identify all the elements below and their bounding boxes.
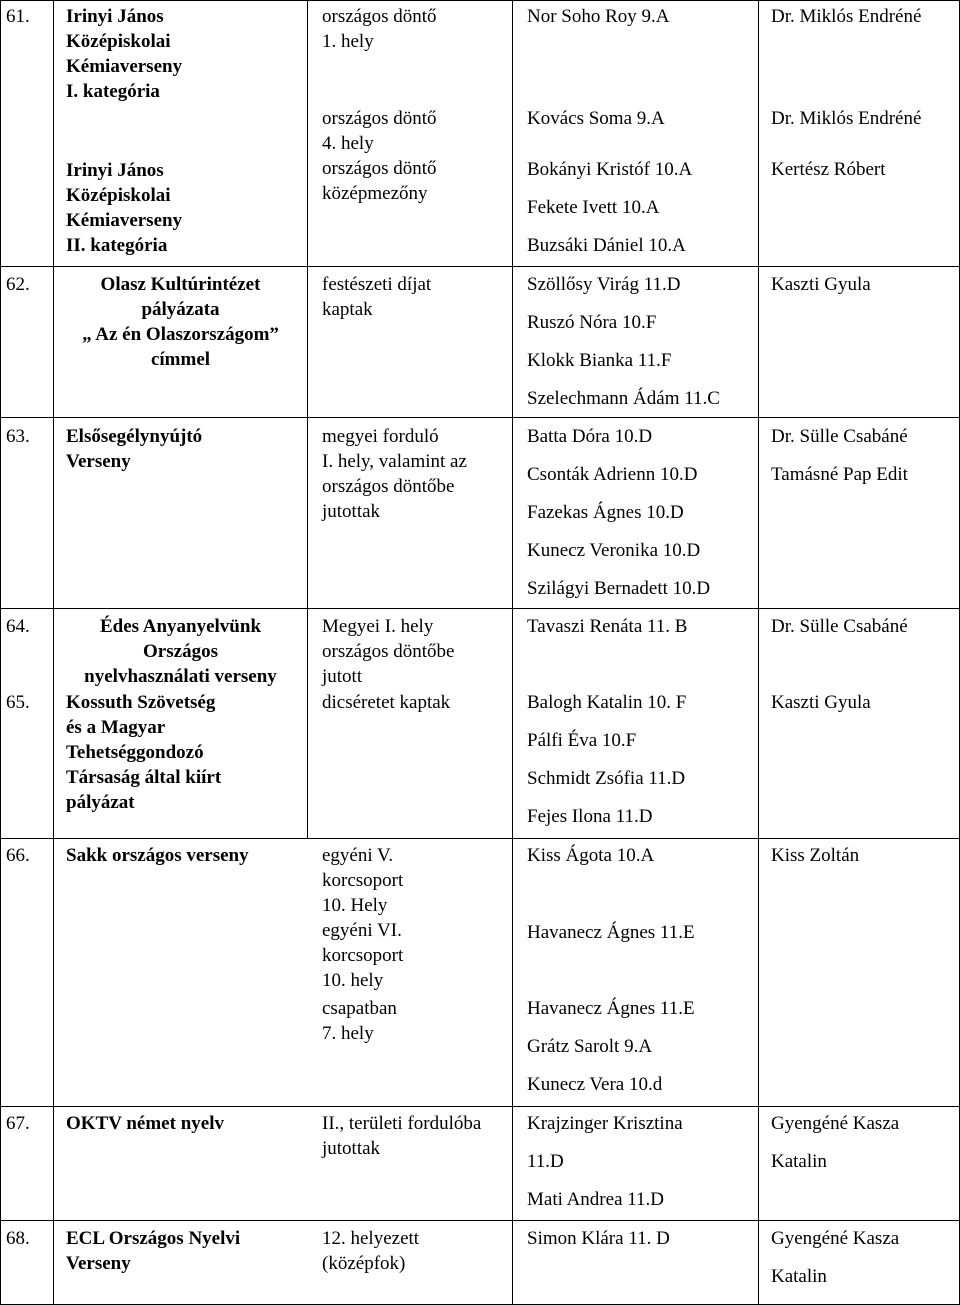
student: Szelechmann Ádám 11.C [527, 388, 720, 409]
row-number: 61. [6, 6, 30, 27]
student: Szöllősy Virág 11.D [527, 274, 681, 295]
student: Ruszó Nóra 10.F [527, 312, 657, 333]
teacher: Dr. Miklós Endréné [771, 108, 922, 129]
rule [758, 0, 759, 1305]
teacher: Kiss Zoltán [771, 845, 860, 866]
row-number: 66. [6, 845, 30, 866]
competition-name: és a Magyar [66, 717, 166, 738]
competition-name: Édes Anyanyelvünk [99, 616, 262, 637]
competition-name: Tehetséggondozó [66, 742, 204, 763]
competition-name: OKTV német nyelv [66, 1113, 224, 1134]
competition-name: Társaság által kiírt [66, 767, 222, 788]
result: 7. hely [322, 1023, 374, 1044]
competition-name: II. kategória [66, 235, 168, 256]
student: Simon Klára 11. D [527, 1228, 670, 1249]
row-number: 68. [6, 1228, 30, 1249]
teacher: Tamásné Pap Edit [771, 464, 908, 485]
student: Kiss Ágota 10.A [527, 845, 655, 866]
result: 1. hely [322, 31, 374, 52]
competition-name: Kémiaverseny [66, 210, 183, 231]
result: 10. Hely [322, 895, 388, 916]
competition-name: Verseny [66, 1253, 131, 1274]
competition-name: ECL Országos Nyelvi [66, 1228, 241, 1249]
result: dicséretet kaptak [322, 692, 451, 713]
teacher: Kertész Róbert [771, 159, 886, 180]
competition-name: pályázat [66, 792, 135, 813]
result: egyéni V. [322, 845, 394, 866]
competition-name: I. kategória [66, 81, 160, 102]
student: Schmidt Zsófia 11.D [527, 768, 686, 789]
rule [0, 0, 1, 1305]
competition-name: Középiskolai [66, 31, 171, 52]
row-number: 64. [6, 616, 30, 637]
teacher: Kaszti Gyula [771, 692, 871, 713]
result: korcsoport [322, 945, 404, 966]
result: 12. helyezett [322, 1228, 420, 1249]
result: országos döntőbe [322, 476, 455, 497]
student: Krajzinger Krisztina [527, 1113, 683, 1134]
result: kaptak [322, 299, 373, 320]
result: egyéni VI. [322, 920, 402, 941]
student: Mati Andrea 11.D [527, 1189, 665, 1210]
rule [307, 0, 308, 838]
teacher: Kaszti Gyula [771, 274, 871, 295]
student: Balogh Katalin 10. F [527, 692, 687, 713]
result: jutott [322, 666, 363, 687]
competition-name: Kémiaverseny [66, 56, 183, 77]
student: Havanecz Ágnes 11.E [527, 998, 695, 1019]
competition-name: nyelvhasználati verseny [84, 666, 277, 687]
row-number: 65. [6, 692, 30, 713]
result: II., területi fordulóba [322, 1113, 482, 1134]
result: I. hely, valamint az [322, 451, 467, 472]
rule [0, 1106, 960, 1107]
teacher: Dr. Sülle Csabáné [771, 426, 908, 447]
rule [0, 1220, 960, 1221]
row-number: 63. [6, 426, 30, 447]
competition-name: Verseny [66, 451, 131, 472]
result: 10. hely [322, 970, 384, 991]
row-number: 67. [6, 1113, 30, 1134]
student: 11.D [527, 1151, 564, 1172]
competition-name: címmel [150, 349, 211, 370]
student: Nor Soho Roy 9.A [527, 6, 670, 27]
rule [0, 838, 960, 839]
competition-name: Irinyi János [66, 160, 164, 181]
competition-name: Olasz Kultúrintézet [100, 274, 261, 295]
result: országos döntőbe [322, 641, 455, 662]
student: Grátz Sarolt 9.A [527, 1036, 653, 1057]
result: csapatban [322, 998, 397, 1019]
rule [0, 266, 960, 267]
student: Kovács Soma 9.A [527, 108, 665, 129]
rule [0, 608, 960, 609]
student: Batta Dóra 10.D [527, 426, 653, 447]
rule [0, 0, 960, 1]
result: országos döntő [322, 6, 437, 27]
result: jutottak [322, 501, 381, 522]
result: országos döntő [322, 108, 437, 129]
competition-name: pályázata [141, 299, 220, 320]
result: középmezőny [322, 183, 428, 204]
result: Megyei I. hely [322, 616, 434, 637]
student: Fekete Ivett 10.A [527, 197, 660, 218]
student: Fejes Ilona 11.D [527, 806, 653, 827]
result: jutottak [322, 1138, 381, 1159]
teacher: Gyengéné Kasza [771, 1113, 900, 1134]
student: Kunecz Vera 10.d [527, 1074, 663, 1095]
competition-name: Országos [143, 641, 218, 662]
student: Szilágyi Bernadett 10.D [527, 578, 711, 599]
competition-name: Kossuth Szövetség [66, 692, 216, 713]
result: megyei forduló [322, 426, 439, 447]
rule [0, 417, 960, 418]
result: korcsoport [322, 870, 404, 891]
teacher: Katalin [771, 1151, 827, 1172]
result: országos döntő [322, 158, 437, 179]
student: Tavaszi Renáta 11. B [527, 616, 688, 637]
result: 4. hely [322, 133, 374, 154]
result: festészeti díjat [322, 274, 432, 295]
student: Csonták Adrienn 10.D [527, 464, 698, 485]
teacher: Dr. Miklós Endréné [771, 6, 922, 27]
row-number: 62. [6, 274, 30, 295]
teacher: Dr. Sülle Csabáné [771, 616, 908, 637]
competition-name: Sakk országos verseny [66, 845, 249, 866]
rule [512, 0, 513, 1305]
competition-name: Elsősegélynyújtó [66, 426, 203, 447]
student: Fazekas Ágnes 10.D [527, 502, 684, 523]
competition-name: „ Az én Olaszországom” [82, 324, 279, 345]
student: Pálfi Éva 10.F [527, 730, 637, 751]
student: Havanecz Ágnes 11.E [527, 922, 695, 943]
result: (középfok) [322, 1253, 406, 1274]
teacher: Katalin [771, 1266, 827, 1287]
student: Klokk Bianka 11.F [527, 350, 672, 371]
student: Bokányi Kristóf 10.A [527, 159, 693, 180]
student: Buzsáki Dániel 10.A [527, 235, 686, 256]
competition-name: Középiskolai [66, 185, 171, 206]
competition-name: Irinyi János [66, 6, 164, 27]
teacher: Gyengéné Kasza [771, 1228, 900, 1249]
student: Kunecz Veronika 10.D [527, 540, 701, 561]
